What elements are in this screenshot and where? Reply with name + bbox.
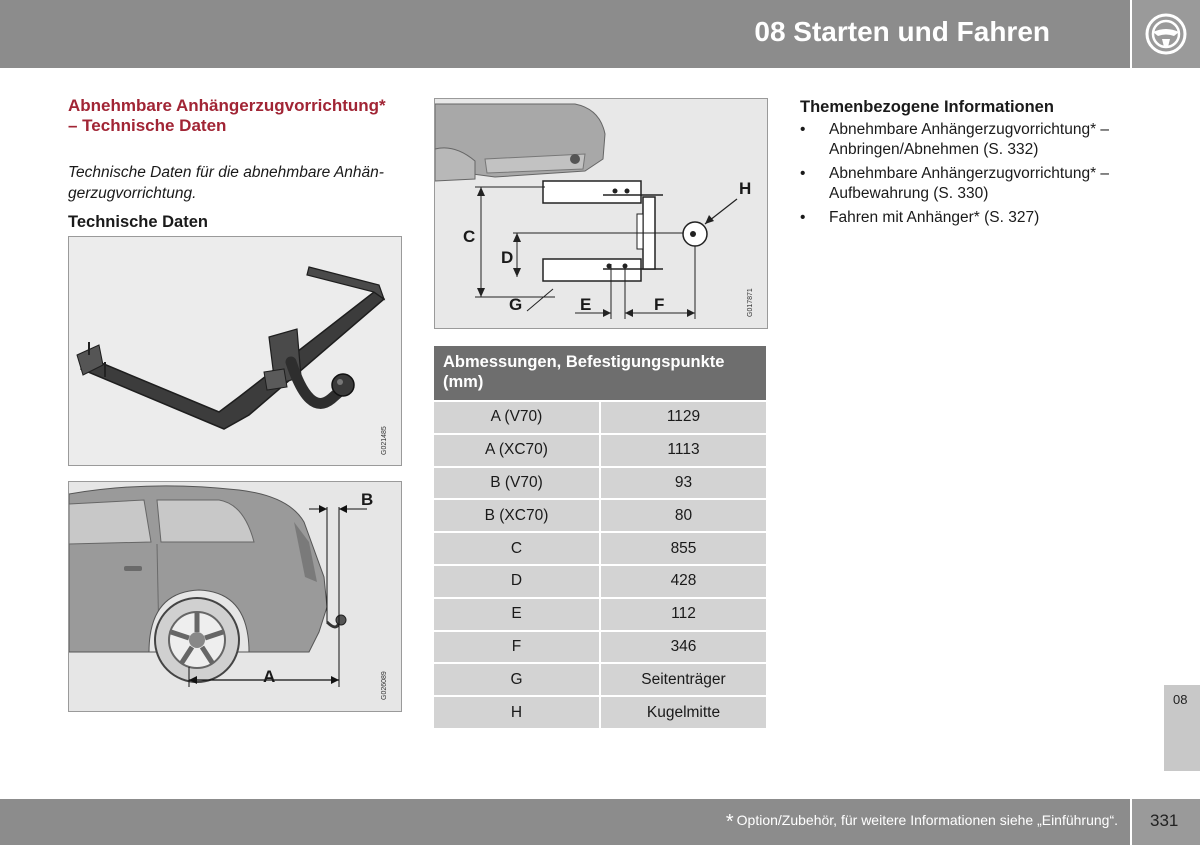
bullet: • — [800, 165, 806, 182]
table-body — [434, 400, 766, 728]
table-cell-value: 855 — [601, 533, 766, 564]
page-footer — [0, 799, 1130, 845]
chapter-title: 08 Starten und Fahren — [754, 16, 1050, 47]
chapter-tab-label: 08 — [1173, 692, 1188, 707]
dimensions-table — [434, 346, 766, 728]
table-cell-dimension: A (V70) — [434, 402, 599, 433]
table-row — [434, 597, 766, 630]
table-row — [434, 498, 766, 531]
table-cell-value: 346 — [601, 632, 766, 663]
table-cell-dimension: B (V70) — [434, 468, 599, 499]
related-topics-heading: Themenbezogene Informationen — [800, 98, 1054, 116]
chapter-icon-box — [1132, 0, 1200, 68]
table-cell-dimension: D — [434, 566, 599, 597]
table-row — [434, 400, 766, 433]
related-topics-list — [800, 120, 1130, 232]
dimension-label-h: H — [739, 179, 752, 198]
steering-wheel-icon — [1144, 12, 1188, 56]
car-side-illustration — [68, 481, 402, 712]
section-intro: Technische Daten für die abnehmbare Anhän-gerzugvorrichtung. — [68, 164, 384, 202]
table-cell-value: 1113 — [601, 435, 766, 466]
figure-code: G017871 — [747, 288, 754, 317]
dimension-label-d: D — [501, 248, 514, 267]
table-row — [434, 466, 766, 499]
table-cell-dimension: G — [434, 664, 599, 695]
table-cell-dimension: H — [434, 697, 599, 728]
table-cell-value: 93 — [601, 468, 766, 499]
table-cell-value: 428 — [601, 566, 766, 597]
dimension-label-c: C — [463, 227, 476, 246]
mounting-points-drawing — [435, 99, 768, 329]
related-topic-link[interactable] — [800, 208, 1130, 228]
figure-code: G021485 — [381, 426, 388, 455]
towbar-drawing — [69, 237, 402, 466]
table-cell-dimension: E — [434, 599, 599, 630]
table-cell-dimension: A (XC70) — [434, 435, 599, 466]
chapter-tab — [1164, 685, 1200, 771]
table-cell-value: Seitenträger — [601, 664, 766, 695]
table-cell-value: 80 — [601, 500, 766, 531]
section-title: Abnehmbare Anhängerzugvorrichtung* – Technische Daten — [68, 96, 386, 135]
table-row — [434, 564, 766, 597]
page-number: 331 — [1150, 811, 1179, 830]
footnote-text: Option/Zubehör, für weitere Informationen siehe „Einführung“. — [736, 812, 1118, 828]
related-topic-text: Abnehmbare Anhängerzugvorrichtung* – Aufbewahrung (S. 330) — [829, 165, 1110, 202]
table-row — [434, 662, 766, 695]
figure-code: G026089 — [381, 671, 388, 700]
table-row — [434, 695, 766, 728]
bullet: • — [800, 121, 806, 138]
mounting-points-diagram — [434, 98, 768, 329]
related-topic-link[interactable] — [800, 120, 1130, 160]
table-row — [434, 531, 766, 564]
table-row — [434, 630, 766, 663]
car-side-drawing — [69, 482, 402, 712]
table-row — [434, 433, 766, 466]
table-cell-dimension: C — [434, 533, 599, 564]
dimension-label-g: G — [509, 295, 523, 314]
table-cell-value: 112 — [601, 599, 766, 630]
dimension-label-e: E — [580, 295, 592, 314]
related-topic-text: Abnehmbare Anhängerzugvorrichtung* – Anbringen/Abnehmen (S. 332) — [829, 121, 1110, 158]
table-cell-dimension: B (XC70) — [434, 500, 599, 531]
dimension-label-f: F — [654, 295, 665, 314]
footnote — [726, 811, 1118, 834]
bullet: • — [800, 209, 806, 226]
dimension-label-a: A — [263, 667, 276, 686]
table-cell-value: 1129 — [601, 402, 766, 433]
dimension-label-b: B — [361, 490, 374, 509]
chapter-header — [0, 0, 1130, 68]
table-title: Abmessungen, Befestigungspunkte (mm) — [434, 346, 766, 400]
technical-data-heading: Technische Daten — [68, 213, 208, 231]
related-topic-link[interactable] — [800, 164, 1130, 204]
page-number-box — [1132, 799, 1200, 845]
table-cell-dimension: F — [434, 632, 599, 663]
table-cell-value: Kugelmitte — [601, 697, 766, 728]
footnote-star: * — [725, 811, 734, 833]
towbar-illustration — [68, 236, 402, 466]
related-topic-text: Fahren mit Anhänger* (S. 327) — [829, 209, 1040, 226]
